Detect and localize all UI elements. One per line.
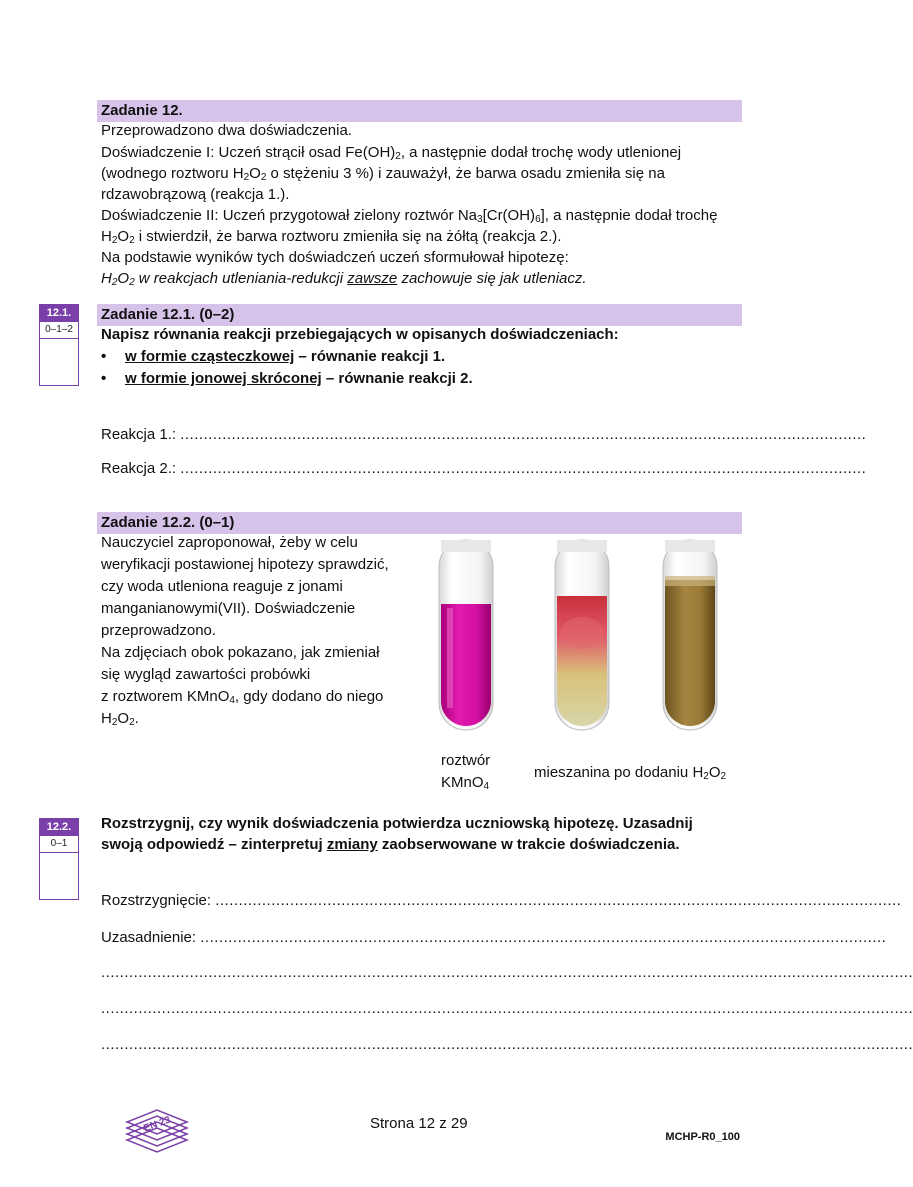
task12-exp2-line2: $H_2O_2$ i stwierdził, że barwa roztworu zmieniła się na żółtą (reakcja 2.). [101,228,562,246]
answer-line-decision[interactable]: Rozstrzygnięcie: ................................................................................................................................................... [101,892,902,909]
task12-exp2-line1: Doświadczenie II: Uczeń przygotował zielony roztwór $Na_3[Cr(OH)_6]$, a następnie dodał trochę [101,207,718,225]
task12-title: Zadanie 12. [97,100,742,122]
task12-2-text-9: $H_2O_2$. [101,710,139,728]
answer-line-blank-3[interactable]: .............................................................................................................................................................................. [101,1036,913,1053]
tube-mixture-2 [663,540,717,730]
task12-exp1-line1: Doświadczenie I: Uczeń strącił osad $Fe(OH)_2$, a następnie dodał trochę wody utlenionej [101,144,682,162]
score-box-points: 0–1–2 [40,322,78,339]
svg-text:EN 23: EN 23 [142,1114,173,1135]
task12-2-question-1: Rozstrzygnij, czy wynik doświadczenia potwierdza uczniowską hipotezę. Uzasadnij [101,815,693,832]
task12-1-bullet-2: • w formie jonowej skróconej – równanie reakcji 2. [101,370,473,387]
task12-2-text-5: przeprowadzono. [101,622,217,639]
score-box-points: 0–1 [40,836,78,853]
task12-2-text-8: z roztworem KMnO$_4$, gdy dodano do niego [101,688,384,706]
task12-2-text-3: czy woda utleniona reaguje z jonami [101,578,343,595]
caption-mixture: mieszanina po dodaniu $H_2O_2$ [534,764,727,782]
tube-mixture-1 [555,540,609,730]
task12-exp1-line2: (wodnego roztworu $H_2O_2$ o stężeniu 3 %) i zauważył, że barwa osadu zmieniła się na [101,165,665,183]
task12-hypothesis: $H_2O_2$ w reakcjach utleniania-redukcji zawsze zachowuje się jak utleniacz. [101,270,587,288]
answer-line-reaction-2[interactable]: Reakcja 2.: ................................................................................................................................................... [101,460,867,477]
task12-2-question-2: swoją odpowiedź – zinterpretuj zmiany zaobserwowane w trakcie doświadczenia. [101,836,680,853]
task12-1-bullet-1: • w formie cząsteczkowej – równanie reakcji 1. [101,348,446,365]
task12-1-title: Zadanie 12.1. (0–2) [97,304,742,326]
task12-hypothesis-intro: Na podstawie wyników tych doświadczeń uczeń sformułował hipotezę: [101,249,569,266]
page-number: Strona 12 z 29 [370,1115,468,1132]
task12-2-text-1: Nauczyciel zaproponował, żeby w celu [101,534,358,551]
score-box-label: 12.2. [40,819,78,836]
task12-2-text-6: Na zdjęciach obok pokazano, jak zmieniał [101,644,380,661]
answer-line-blank-2[interactable]: .............................................................................................................................................................................. [101,1000,913,1017]
task12-2-text-2: weryfikacji postawionej hipotezy sprawdzić, [101,556,389,573]
task12-1-instruction: Napisz równania reakcji przebiegających w opisanych doświadczeniach: [101,326,619,343]
answer-line-blank-1[interactable]: .............................................................................................................................................................................. [101,964,913,981]
answer-line-justification[interactable]: Uzasadnienie: ................................................................................................................................................... [101,929,887,946]
task12-2-text-7: się wygląd zawartości probówki [101,666,311,683]
score-box-label: 12.1. [40,305,78,322]
task12-exp1-line3: rdzawobrązową (reakcja 1.). [101,186,290,203]
caption-kmno4: roztwór KMnO$_4$ [441,752,491,792]
task12-2-title: Zadanie 12.2. (0–1) [97,512,742,534]
exam-code: MCHP-R0_100 [665,1131,740,1143]
task12-intro: Przeprowadzono dwa doświadczenia. [101,122,352,139]
answer-line-reaction-1[interactable]: Reakcja 1.: ................................................................................................................................................... [101,426,867,443]
test-tubes-photo [412,538,738,738]
tube-kmno4 [439,540,493,730]
score-box-12-2 [39,818,79,900]
task12-2-text-4: manganianowymi(VII). Doświadczenie [101,600,356,617]
exam-logo-icon [122,1106,192,1156]
score-box-12-1 [39,304,79,386]
